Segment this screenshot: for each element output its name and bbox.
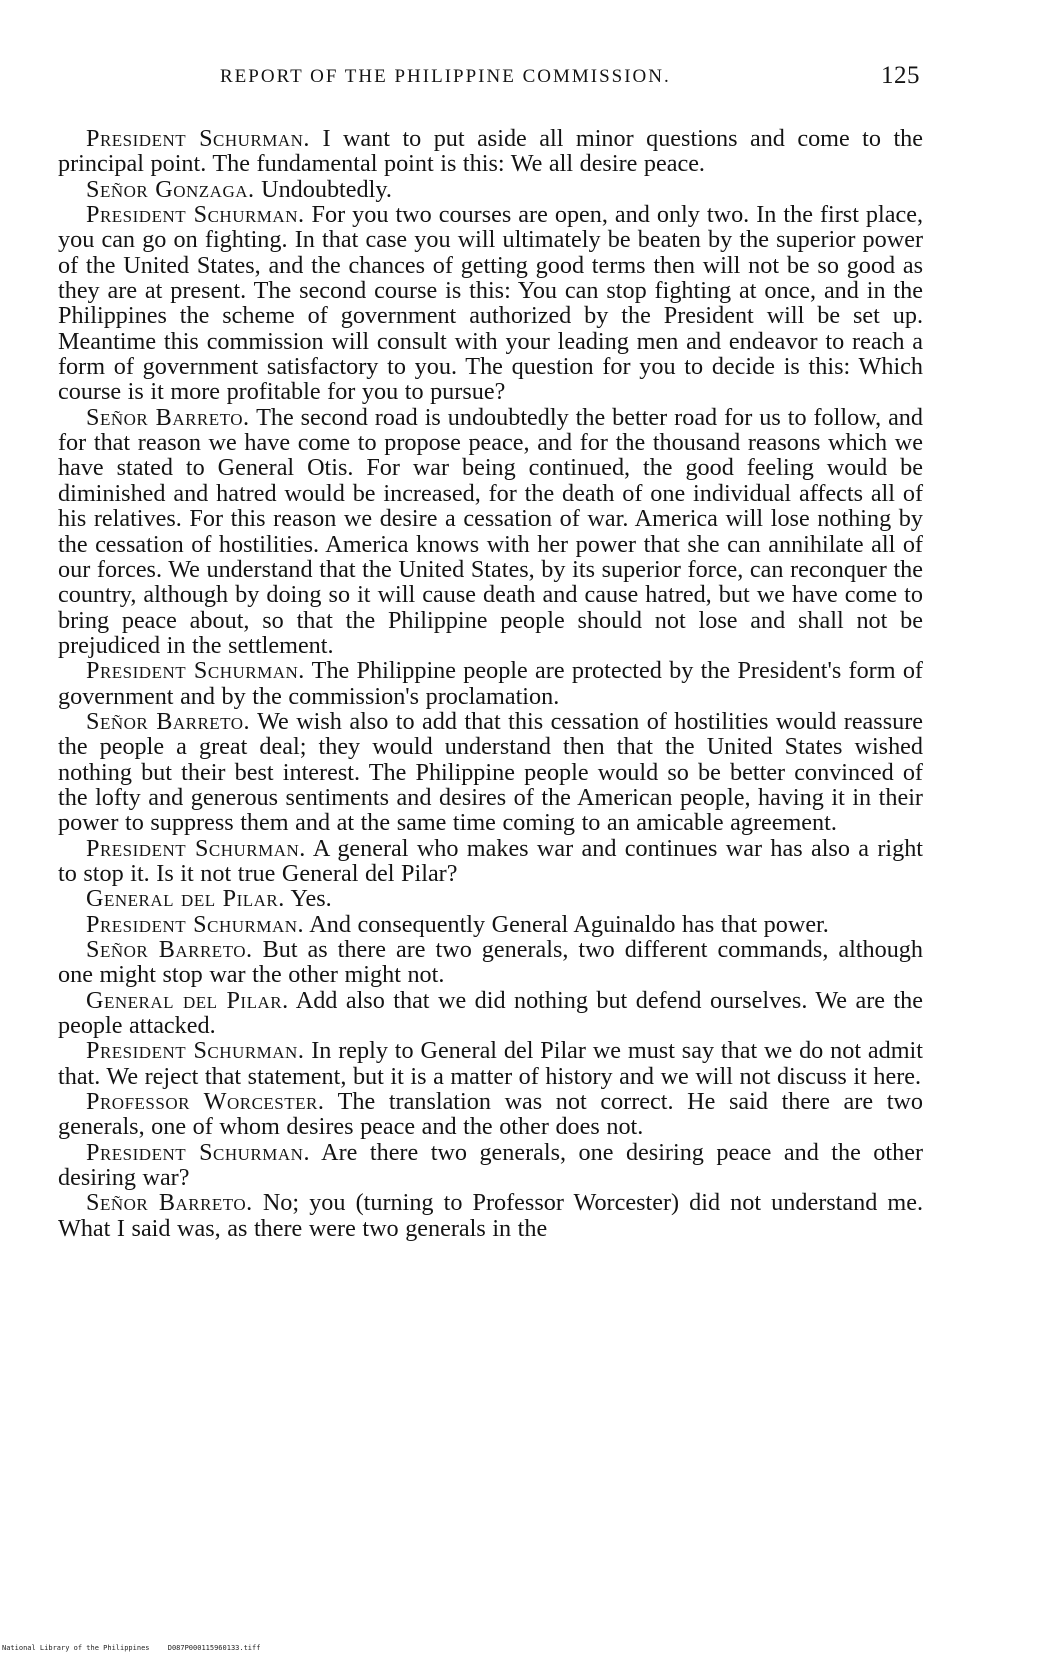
paragraph [58, 202, 923, 405]
paragraph-text: Yes. [284, 885, 332, 913]
paragraph-text: I want to put aside all minor questions and come to the principal point. The fundamental point is this: We all desire peace. [58, 125, 924, 178]
paragraph-text: But as there are two generals, two different commands, although one might stop war the other might not. [58, 936, 923, 989]
scan-footer [2, 1644, 602, 1652]
paragraph-text: No; you (turning to Professor Worcester) did not understand me. What I said was, as there were two generals in the [58, 1189, 923, 1242]
paragraph [58, 126, 923, 177]
paragraph [58, 177, 923, 202]
speaker-name: President Schurman. [86, 834, 306, 862]
running-head: REPORT OF THE PHILIPPINE COMMISSION. [220, 66, 671, 87]
speaker-name: President Schurman. [86, 1138, 310, 1166]
paragraph [58, 405, 923, 658]
speaker-name: Professor Worcester. [86, 1088, 325, 1116]
paragraph [58, 1190, 923, 1241]
paragraph [58, 709, 923, 836]
paragraph [58, 988, 923, 1039]
paragraph-text: The translation was not correct. He said there are two generals, one of whom desires peace and the other does not. [58, 1088, 923, 1141]
scan-filename: D087P000115960133.tiff [167, 1644, 261, 1652]
speaker-name: Señor Gonzaga. [86, 175, 255, 203]
paragraph-text: The second road is undoubtedly the better road for us to follow, and for that reason we have come to propose peace, and for the thousand reasons which we have stated to General Otis. For war being continued, the good feeling would be diminished and hatred would be increased, for the death of one individual affects all of his relatives. For this reason we desire a cessation of war. America will lose nothing by the cessation of hostilities. America knows with her power that she can annihilate all of our forces. We understand that the United States, by its superior force, can reconquer the country, although by doing so it will cause death and cause hatred, but we have come to bring peace about, so that the Philippine people should not lose and shall not be prejudiced in the settlement. [58, 403, 923, 659]
paragraph-text: A general who makes war and continues war has also a right to stop it. Is it not true General del Pilar? [58, 834, 924, 887]
paragraph-text: Are there two generals, one desiring peace and the other desiring war? [58, 1138, 923, 1192]
speaker-name: Señor Barreto. [86, 403, 250, 431]
speaker-name: General del Pilar. [86, 986, 289, 1014]
paragraph-text: Add also that we did nothing but defend ourselves. We are the people attacked. [58, 986, 923, 1040]
speaker-name: General del Pilar. [86, 885, 285, 913]
speaker-name: President Schurman. [86, 910, 305, 938]
speaker-name: Señor Barreto. [86, 936, 253, 963]
speaker-name: President Schurman. [86, 201, 305, 229]
speaker-name: President Schurman. [86, 657, 305, 685]
paragraph-text: We wish also to add that this cessation of hostilities would reassure the people a great deal; they would understand then that the United States wished nothing but their best interest. The Philippine people would so be better convinced of the lofty and generous sentiments and desires of the American people, having it in their power to suppress them and at the same time coming to an amicable agreement. [58, 707, 923, 837]
paragraph-text: For you two courses are open, and only two. In the first place, you can go on fighting. In that case you will ultimately be beaten by the superior power of the United States, and the chances of getting good terms then will not be so good as they are at present. The second course is this: You can stop fighting at once, and in the Philippines the scheme of government authorized by the President will be set up. Meantime this commission will consult with your leading men and endeavor to reach a form of government satisfactory to you. The question for you to decide is this: Which course is it more profitable for you to pursue? [58, 201, 923, 406]
paragraph [58, 1038, 923, 1089]
paragraph-text: In reply to General del Pilar we must say that we do not admit that. We reject that statement, but it is a matter of history and we will not discuss it here. [58, 1037, 923, 1090]
page-number: 125 [881, 62, 920, 89]
paragraph-text: Undoubtedly. [254, 175, 392, 203]
speaker-name: President Schurman. [86, 1037, 305, 1065]
paragraph-text: The Philippine people are protected by the President's form of government and by the commission's proclamation. [58, 657, 923, 710]
speaker-name: Señor Barreto. [86, 1189, 253, 1217]
speaker-name: President Schurman. [86, 125, 310, 152]
page-header [160, 62, 925, 94]
body-text [58, 126, 923, 1241]
paragraph [58, 937, 923, 988]
speaker-name: Señor Barreto. [86, 707, 251, 735]
paragraph-text: And consequently General Aguinaldo has that power. [304, 910, 829, 938]
paragraph [58, 1089, 923, 1140]
library-credit: National Library of the Philippines [2, 1644, 150, 1652]
paragraph [58, 1140, 923, 1191]
paragraph [58, 886, 923, 911]
paragraph [58, 912, 923, 937]
paragraph [58, 658, 923, 709]
paragraph [58, 836, 923, 887]
